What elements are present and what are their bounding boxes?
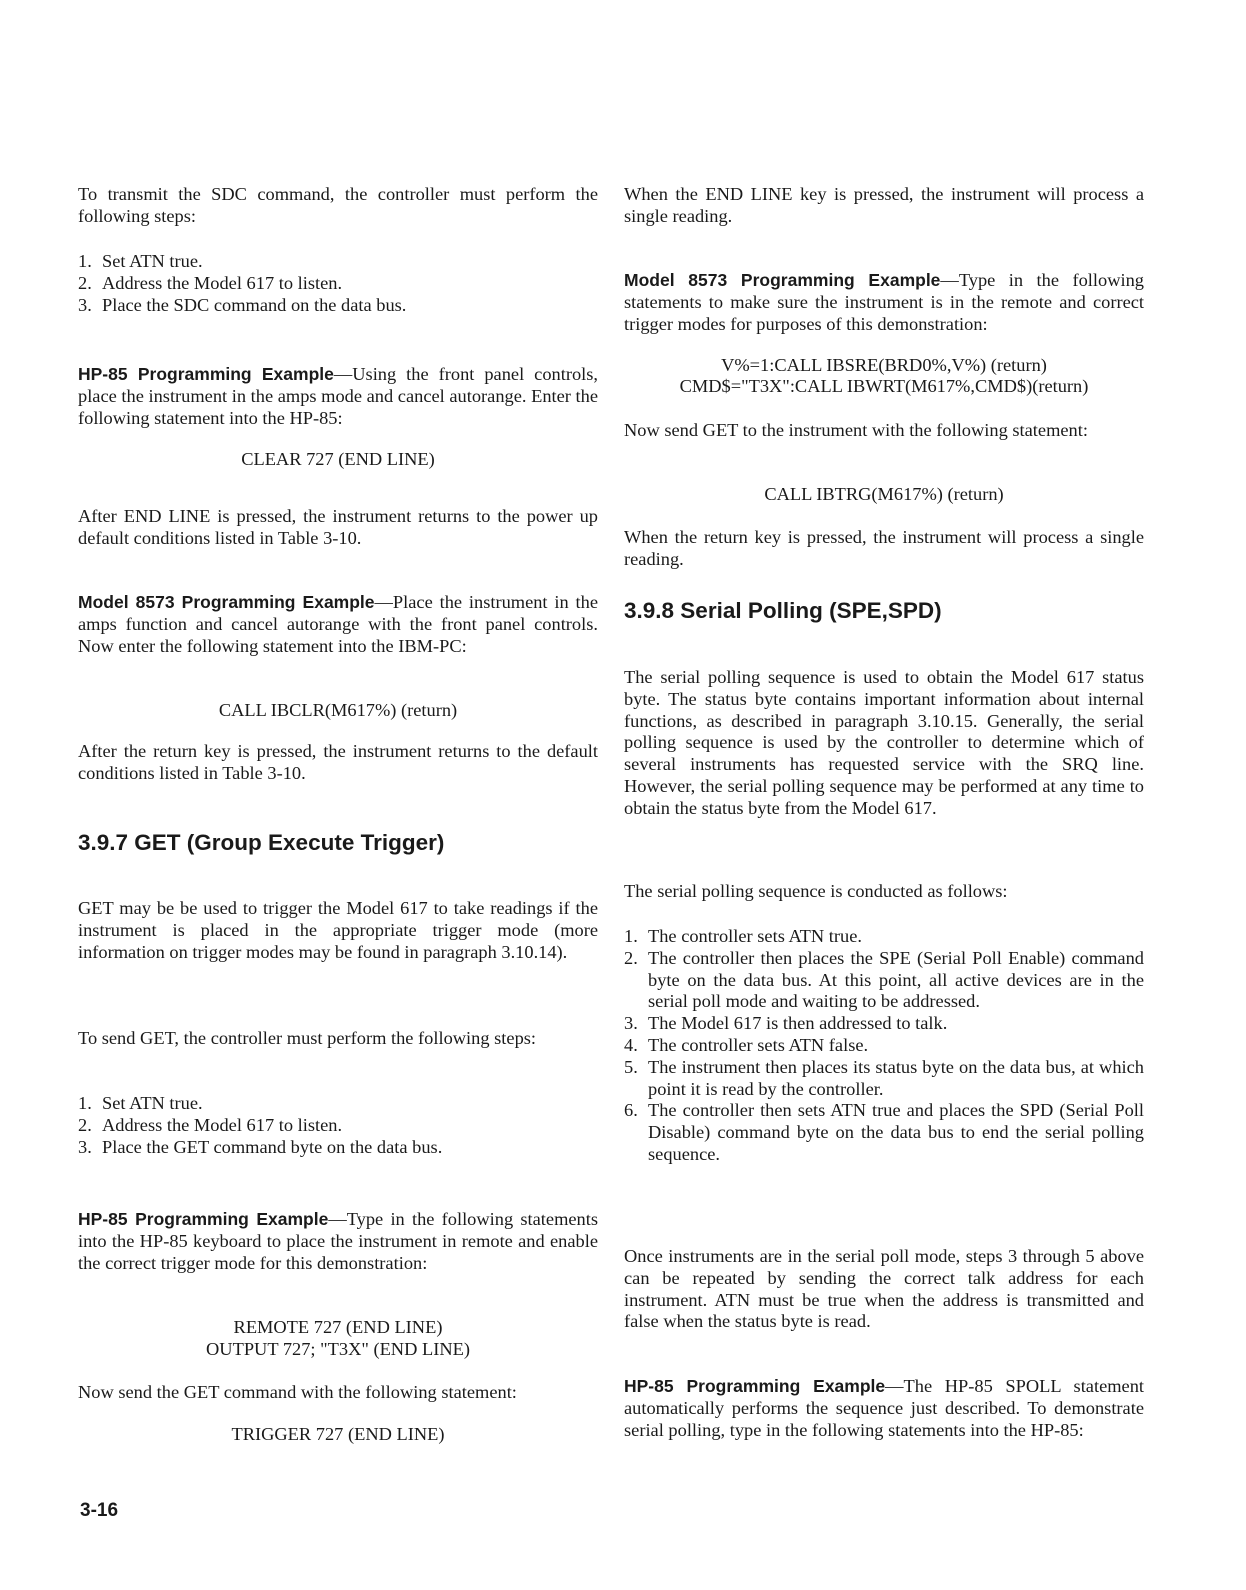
serial-poll-intro: The serial polling sequence is used to obtain the Model 617 status byte. The status byte contains important information about internal functions, as described in paragraph 3.10.15. Generally, the serial polling sequence is used by the controller to determine which of several instruments has requested service with the SRQ line. However, the serial polling sequence may be performed at any time to obtain the status byte from the Model 617. — [624, 667, 1144, 818]
list-item: 1. Set ATN true. — [78, 251, 203, 271]
list-item: 2. Address the Model 617 to listen. — [78, 1114, 343, 1135]
model-8573-example-paragraph: Model 8573 Programming Example—Place the instrument in the amps function and cancel autorange with the front panel controls. Now enter the following statement into the IBM-PC: — [78, 592, 598, 656]
hp85-spoll-example-paragraph: HP-85 Programming Example—The HP-85 SPOLL statement automatically performs the sequence just described. To demonstrate serial polling, type in the following statements into the HP-85: — [624, 1376, 1145, 1440]
get-intro: GET may be be used to trigger the Model 617 to take readings if the instrument is placed in the appropriate trigger mode (more information on trigger modes may be found in paragraph 3.10.14). — [78, 898, 598, 962]
code-line: CMD$="T3X":CALL IBWRT(M617%,CMD$)(return) — [679, 376, 1089, 396]
serial-poll-conducted: The serial polling sequence is conducted as follows: — [624, 881, 1008, 901]
code-line: CALL IBCLR(M617%) (return) — [218, 700, 458, 720]
list-item: 3. Place the GET command byte on the data bus. — [78, 1136, 443, 1157]
hp85-trigger-example-paragraph: HP-85 Programming Example—Type in the following statements into the HP-85 keyboard to place the instrument in remote and enable the correct trigger mode for this demonstration: — [78, 1209, 599, 1273]
list-item: 2. The controller then places the SPE (Serial Poll Enable) command byte on the data bus. At this point, all active devices are in the serial poll mode and waiting to be addressed. — [624, 947, 1144, 1012]
list-item: 4. The controller sets ATN false. — [624, 1034, 869, 1055]
model-8573-get-example-paragraph: Model 8573 Programming Example—Type in the following statements to make sure the instrument is in the remote and correct trigger modes for purposes of this demonstration: — [624, 270, 1144, 334]
example-lead: HP-85 Programming Example — [78, 364, 334, 384]
code-line: OUTPUT 727; "T3X" (END LINE) — [206, 1339, 470, 1359]
example-lead: Model 8573 Programming Example — [78, 592, 375, 612]
list-item: 3. Place the SDC command on the data bus. — [78, 294, 407, 315]
code-line: REMOTE 727 (END LINE) — [233, 1317, 443, 1337]
section-heading-serial-polling: 3.9.8 Serial Polling (SPE,SPD) — [624, 598, 942, 623]
example-lead: HP-85 Programming Example — [78, 1209, 329, 1229]
hp85-example-paragraph: HP-85 Programming Example—Using the front panel controls, place the instrument in the amps mode and cancel autorange. Enter the following statement into the HP-85: — [78, 364, 599, 428]
list-item: 2. Address the Model 617 to listen. — [78, 272, 343, 293]
example-lead: Model 8573 Programming Example — [624, 270, 941, 290]
serial-poll-once: Once instruments are in the serial poll mode, steps 3 through 5 above can be repeated by sending the correct talk address for each instrument. ATN must be true when the address is transmitted and false when the status byte is read. — [624, 1246, 1144, 1332]
page-number: 3-16 — [80, 1500, 119, 1521]
code-line: CLEAR 727 (END LINE) — [241, 449, 435, 469]
list-item: 6. The controller then sets ATN true and places the SPD (Serial Poll Disable) command byte on the data bus to end the serial polling sequence. — [624, 1100, 1144, 1164]
model-8573-after: After the return key is pressed, the instrument returns to the default conditions listed in Table 3-10. — [78, 741, 598, 783]
get-steps — [78, 1093, 598, 1158]
list-item: 5. The instrument then places its status byte on the data bus, at which point it is read by the controller. — [624, 1056, 1144, 1099]
code-line: CALL IBTRG(M617%) (return) — [764, 484, 1004, 504]
list-item: 1. Set ATN true. — [78, 1093, 203, 1113]
hp85-now-send: Now send the GET command with the following statement: — [78, 1382, 517, 1402]
list-item: 1. The controller sets ATN true. — [624, 926, 862, 946]
sdc-intro: To transmit the SDC command, the controller must perform the following steps: — [78, 184, 598, 226]
list-item: 3. The Model 617 is then addressed to talk. — [624, 1013, 948, 1034]
return-paragraph: When the return key is pressed, the instrument will process a single reading. — [624, 527, 1144, 569]
section-heading-get: 3.9.7 GET (Group Execute Trigger) — [78, 830, 445, 855]
get-send: To send GET, the controller must perform the following steps: — [78, 1028, 537, 1048]
code-line: TRIGGER 727 (END LINE) — [231, 1424, 445, 1444]
example-lead: HP-85 Programming Example — [624, 1376, 886, 1396]
endline-paragraph: When the END LINE key is pressed, the instrument will process a single reading. — [624, 184, 1144, 226]
code-line: V%=1:CALL IBSRE(BRD0%,V%) (return) — [721, 355, 1047, 375]
sdc-steps — [78, 251, 598, 316]
hp85-after: After END LINE is pressed, the instrument returns to the power up default conditions listed in Table 3-10. — [78, 506, 598, 548]
now-send-paragraph: Now send GET to the instrument with the following statement: — [624, 420, 1088, 440]
serial-poll-steps — [624, 926, 1144, 1166]
